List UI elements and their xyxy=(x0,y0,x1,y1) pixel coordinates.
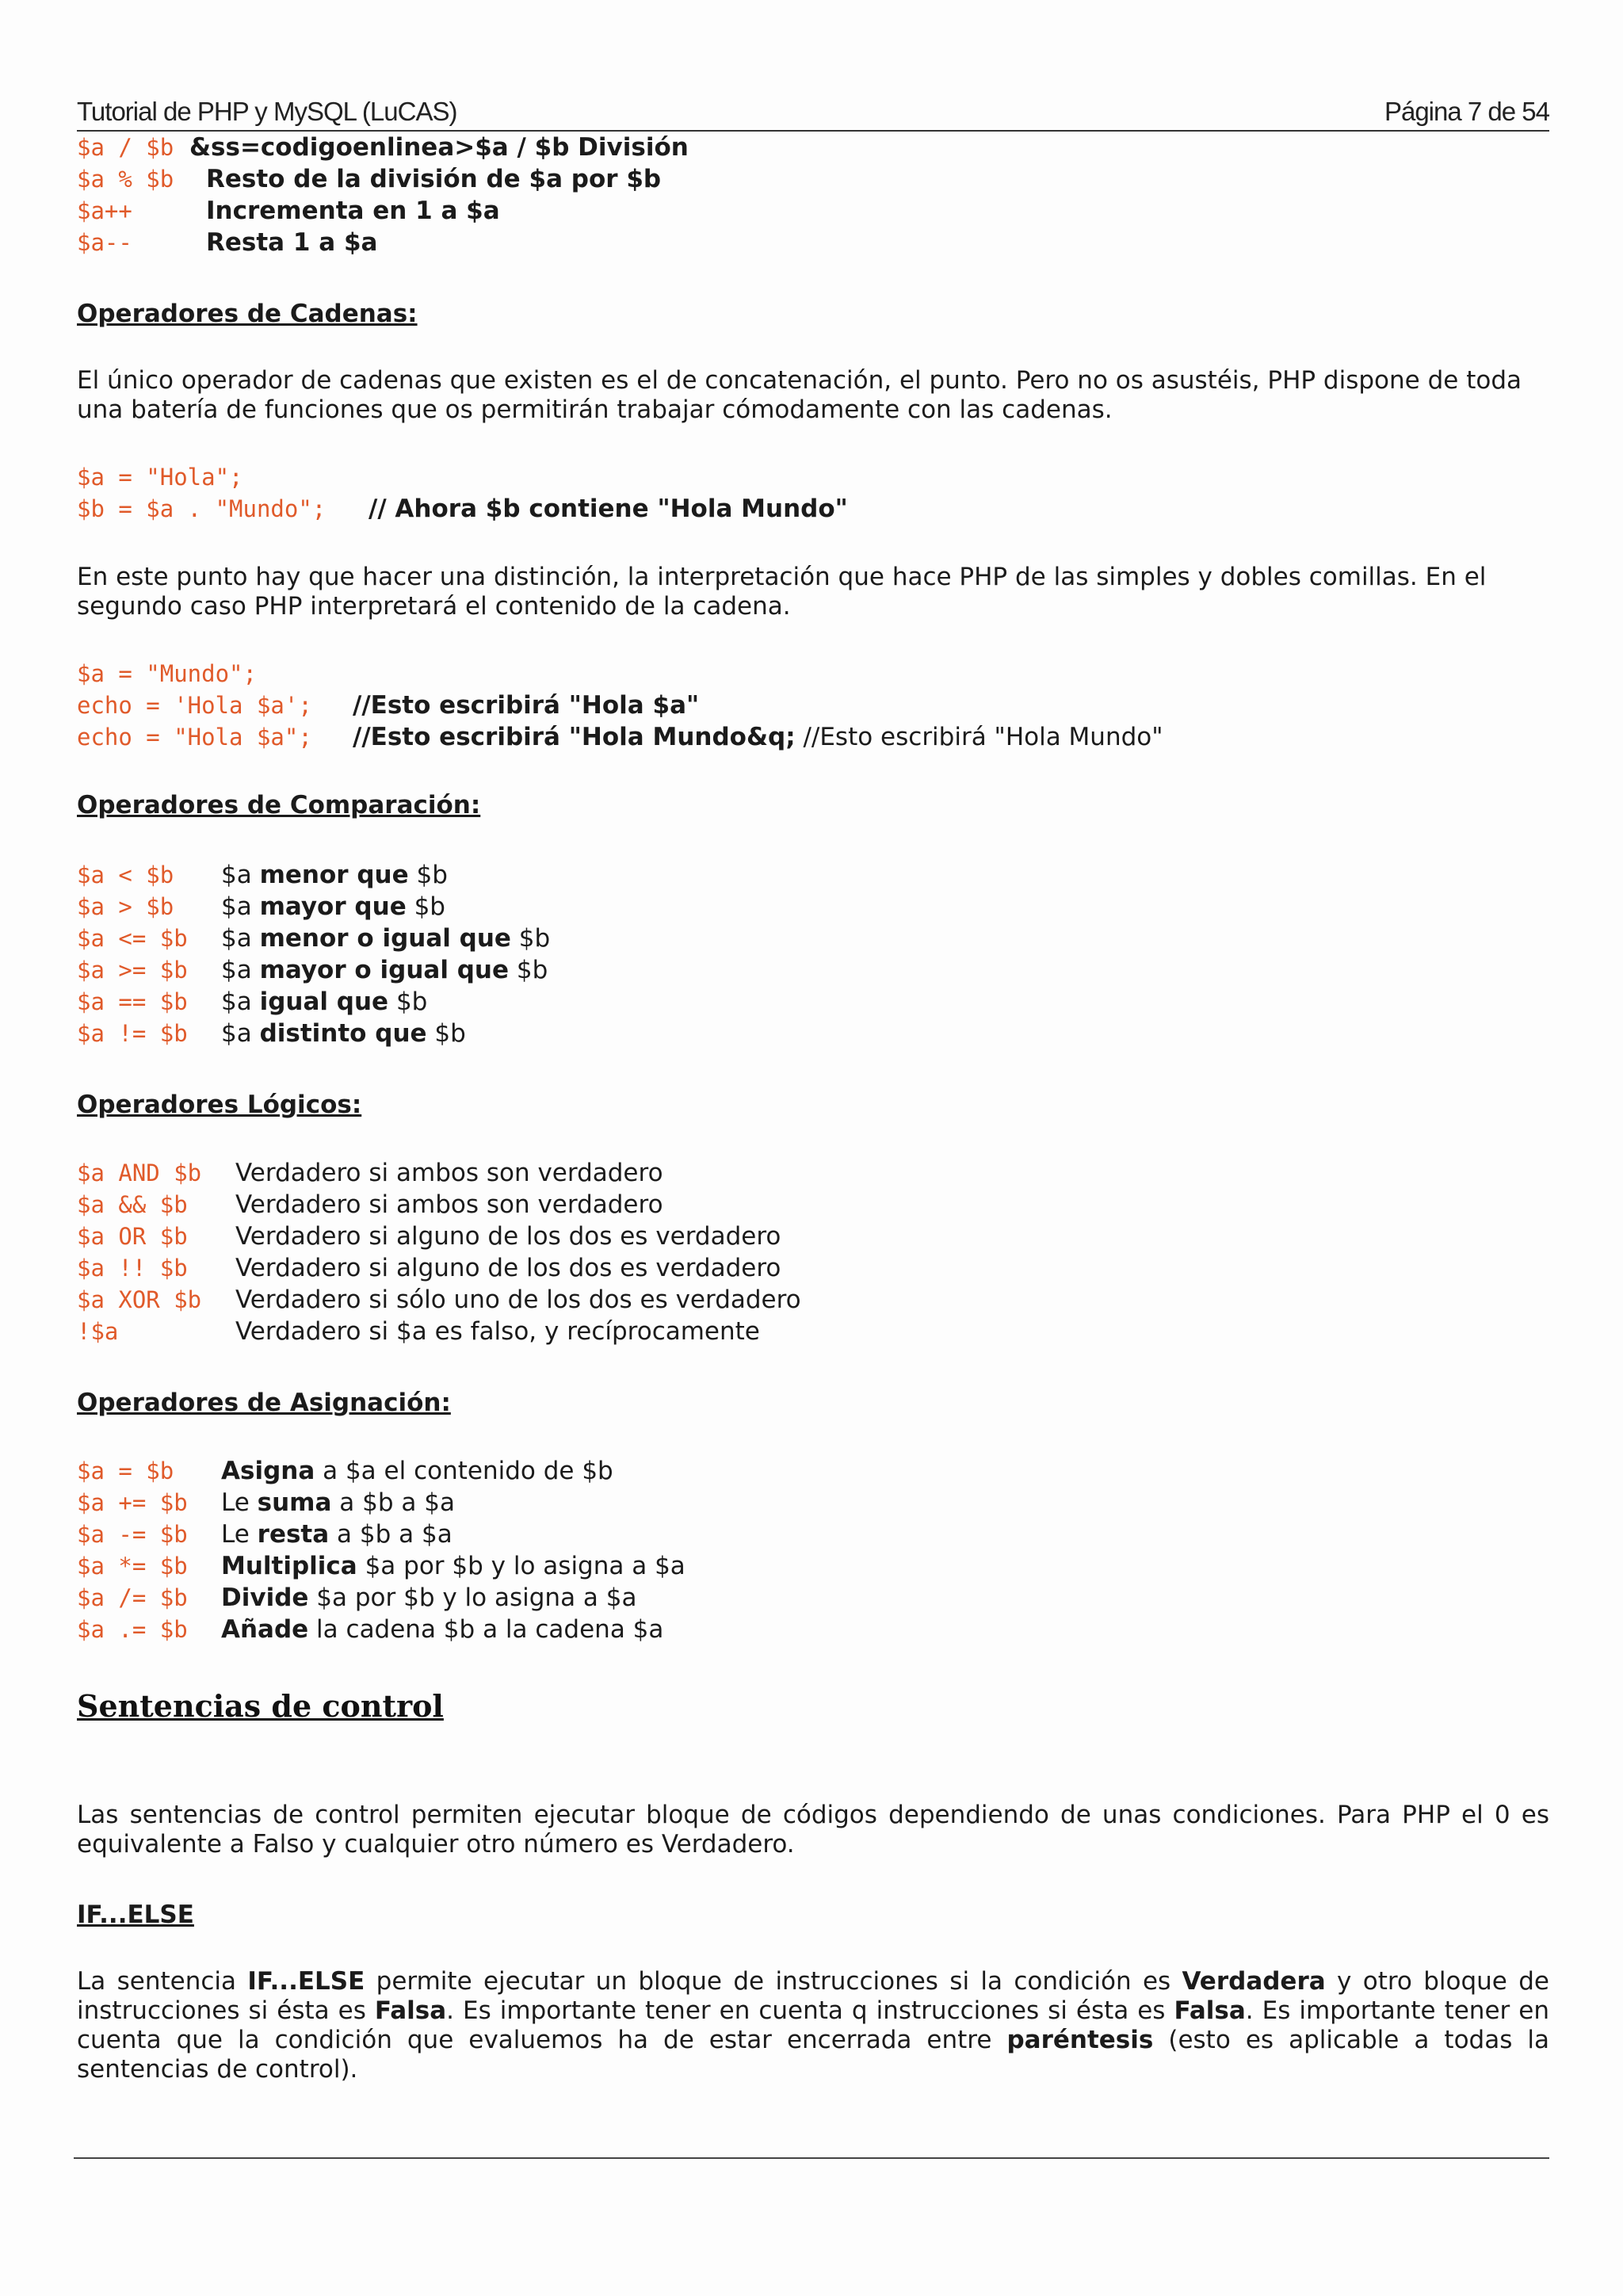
desc-bold: Divide xyxy=(221,1584,309,1612)
text-run-bold: Verdadera xyxy=(1182,1967,1326,1996)
code-comment-bold: //Esto escribirá "Hola Mundo&q; xyxy=(353,723,796,751)
footer-rule xyxy=(74,2157,1549,2159)
section-heading-cadenas: Operadores de Cadenas: xyxy=(77,300,418,328)
operator-desc xyxy=(221,859,448,891)
operator-code: $a % $b xyxy=(77,166,174,193)
desc-post: $b xyxy=(406,892,445,921)
operator-code: $a < $b xyxy=(77,861,174,888)
operator-code: $a > $b xyxy=(77,893,174,920)
desc-bold: resta xyxy=(257,1520,330,1549)
section-heading-logicos: Operadores Lógicos: xyxy=(77,1091,362,1119)
operator-code: $a = $b xyxy=(77,1457,174,1484)
desc-post: $b xyxy=(408,861,448,889)
code-text: $b = $a . "Mundo"; xyxy=(77,495,327,522)
operator-desc: Incrementa en 1 a $a xyxy=(206,197,500,225)
desc-pre: $a xyxy=(221,988,260,1016)
operator-code: $a /= $b xyxy=(77,1584,188,1611)
operator-desc xyxy=(221,923,550,954)
desc-bold: igual que xyxy=(259,988,389,1016)
text-run-bold: Falsa xyxy=(1174,1996,1246,2025)
desc-post: $b xyxy=(509,956,548,984)
desc-bold: Añade xyxy=(221,1615,309,1644)
desc-pre: Le xyxy=(221,1488,258,1517)
text-run: y otro bloque de instrucciones si ésta es xyxy=(77,1967,1549,2025)
operator-desc xyxy=(221,1487,455,1519)
operator-code: $a OR $b xyxy=(77,1223,188,1250)
operator-code: $a .= $b xyxy=(77,1616,188,1643)
operator-code: $a != $b xyxy=(77,1020,188,1047)
operator-desc xyxy=(221,1582,637,1614)
section-heading-comparacion: Operadores de Comparación: xyxy=(77,791,481,819)
operator-desc: Verdadero si alguno de los dos es verdadero xyxy=(235,1222,781,1251)
cadenas-para2: En este punto hay que hacer una distinción, la interpretación que hace PHP de las simples y dobles comillas. En el segundo caso PHP interpretará el contenido de la cadena. xyxy=(77,563,1487,621)
operator-desc xyxy=(221,1018,466,1049)
operator-code: $a >= $b xyxy=(77,957,188,984)
code-text: echo = "Hola $a"; xyxy=(77,724,312,751)
desc-bold: distinto que xyxy=(259,1019,427,1048)
operator-code: $a *= $b xyxy=(77,1553,188,1580)
section-heading-asignacion: Operadores de Asignación: xyxy=(77,1389,451,1417)
desc-bold: suma xyxy=(257,1488,332,1517)
operator-code: $a == $b xyxy=(77,988,188,1015)
page-header xyxy=(77,98,1549,132)
operator-desc: Verdadero si $a es falso, y recíprocamente xyxy=(235,1317,760,1346)
desc-bold: menor o igual que xyxy=(259,924,511,953)
code-comment: // Ahora $b contiene "Hola Mundo" xyxy=(369,495,848,523)
control-intro: Las sentencias de control permiten ejecutar bloque de códigos dependiendo de unas condiciones. Para PHP el 0 es equivalente a Falso y cualquier otro número es Verdadero. xyxy=(77,1801,1549,1859)
code-comment xyxy=(353,721,1163,753)
operator-code: $a++ xyxy=(77,197,132,224)
operator-desc xyxy=(221,891,445,923)
ifelse-paragraph xyxy=(77,1967,1549,2084)
desc-post: $b xyxy=(510,924,551,953)
code-comment: //Esto escribirá "Hola $a" xyxy=(353,691,700,720)
operator-desc: Resta 1 a $a xyxy=(206,228,378,257)
desc-bold: mayor que xyxy=(259,892,407,921)
code-text: echo = 'Hola $a'; xyxy=(77,692,312,719)
desc-pre: Le xyxy=(221,1520,258,1549)
header-title: Tutorial de PHP y MySQL (LuCAS) xyxy=(77,97,457,126)
desc-pre: $a xyxy=(221,892,260,921)
header-page-number: Página 7 de 54 xyxy=(1384,97,1549,126)
text-run: (esto es aplicable a todas la sentencias de control). xyxy=(77,2026,1549,2084)
desc-bold: Asigna xyxy=(221,1457,315,1485)
section-title-control: Sentencias de control xyxy=(77,1688,444,1724)
desc-post: a $a el contenido de $b xyxy=(315,1457,613,1485)
operator-code: !$a xyxy=(77,1318,119,1345)
desc-post: $b xyxy=(426,1019,466,1048)
desc-post: a $b a $a xyxy=(329,1520,453,1549)
text-run: permite ejecutar un bloque de instrucciones si la condición es xyxy=(365,1967,1182,1996)
operator-desc xyxy=(221,954,548,986)
desc-bold: menor que xyxy=(259,861,409,889)
operator-code: $a -= $b xyxy=(77,1521,188,1548)
desc-post: la cadena $b a la cadena $a xyxy=(308,1615,664,1644)
operator-desc xyxy=(221,1519,453,1550)
text-run: La sentencia xyxy=(77,1967,248,1996)
desc-post: a $b a $a xyxy=(331,1488,455,1517)
operator-desc: Verdadero si sólo uno de los dos es verdadero xyxy=(235,1286,801,1314)
operator-desc xyxy=(221,1455,613,1487)
operator-code: $a AND $b xyxy=(77,1159,202,1186)
desc-bold: Multiplica xyxy=(221,1552,357,1580)
text-run-bold: IF...ELSE xyxy=(247,1967,365,1996)
operator-desc: &ss=codigoenlinea>$a / $b División xyxy=(189,133,689,162)
text-run-bold: paréntesis xyxy=(1006,2026,1154,2054)
operator-desc xyxy=(221,1550,685,1582)
operator-code: $a && $b xyxy=(77,1191,188,1218)
desc-pre: $a xyxy=(221,956,260,984)
text-run: . Es importante tener en cuenta que la condición que evaluemos ha de estar encerrada entre xyxy=(77,1996,1549,2054)
operator-desc: Verdadero si ambos son verdadero xyxy=(235,1159,663,1187)
desc-post: $b xyxy=(388,988,428,1016)
desc-post: $a por $b y lo asigna a $a xyxy=(308,1584,637,1612)
code-text: $a = "Mundo"; xyxy=(77,660,257,687)
operator-code: $a-- xyxy=(77,229,132,256)
operator-code: $a !! $b xyxy=(77,1255,188,1282)
text-run-bold: Falsa xyxy=(374,1996,447,2025)
operator-desc: Verdadero si alguno de los dos es verdadero xyxy=(235,1254,781,1282)
operator-code: $a XOR $b xyxy=(77,1286,202,1313)
desc-pre: $a xyxy=(221,861,260,889)
desc-pre: $a xyxy=(221,924,260,953)
operator-code: $a += $b xyxy=(77,1489,188,1516)
code-text: $a = "Hola"; xyxy=(77,464,243,491)
operator-desc xyxy=(221,986,427,1018)
operator-desc xyxy=(221,1614,663,1645)
desc-bold: mayor o igual que xyxy=(259,956,510,984)
code-comment-plain: //Esto escribirá "Hola Mundo" xyxy=(795,723,1163,751)
operator-code: $a <= $b xyxy=(77,925,188,952)
desc-pre: $a xyxy=(221,1019,260,1048)
cadenas-intro: El único operador de cadenas que existen es el de concatenación, el punto. Pero no os asustéis, PHP dispone de toda una batería de funciones que os permitirán trabajar cómodamente con las cadenas. xyxy=(77,366,1522,424)
desc-post: $a por $b y lo asigna a $a xyxy=(357,1552,685,1580)
text-run: . Es importante tener en cuenta q instrucciones si ésta es xyxy=(446,1996,1174,2025)
operator-desc: Verdadero si ambos son verdadero xyxy=(235,1190,663,1219)
operator-desc: Resto de la división de $a por $b xyxy=(206,165,662,193)
operator-code: $a / $b xyxy=(77,134,174,161)
section-heading-ifelse: IF...ELSE xyxy=(77,1901,194,1929)
